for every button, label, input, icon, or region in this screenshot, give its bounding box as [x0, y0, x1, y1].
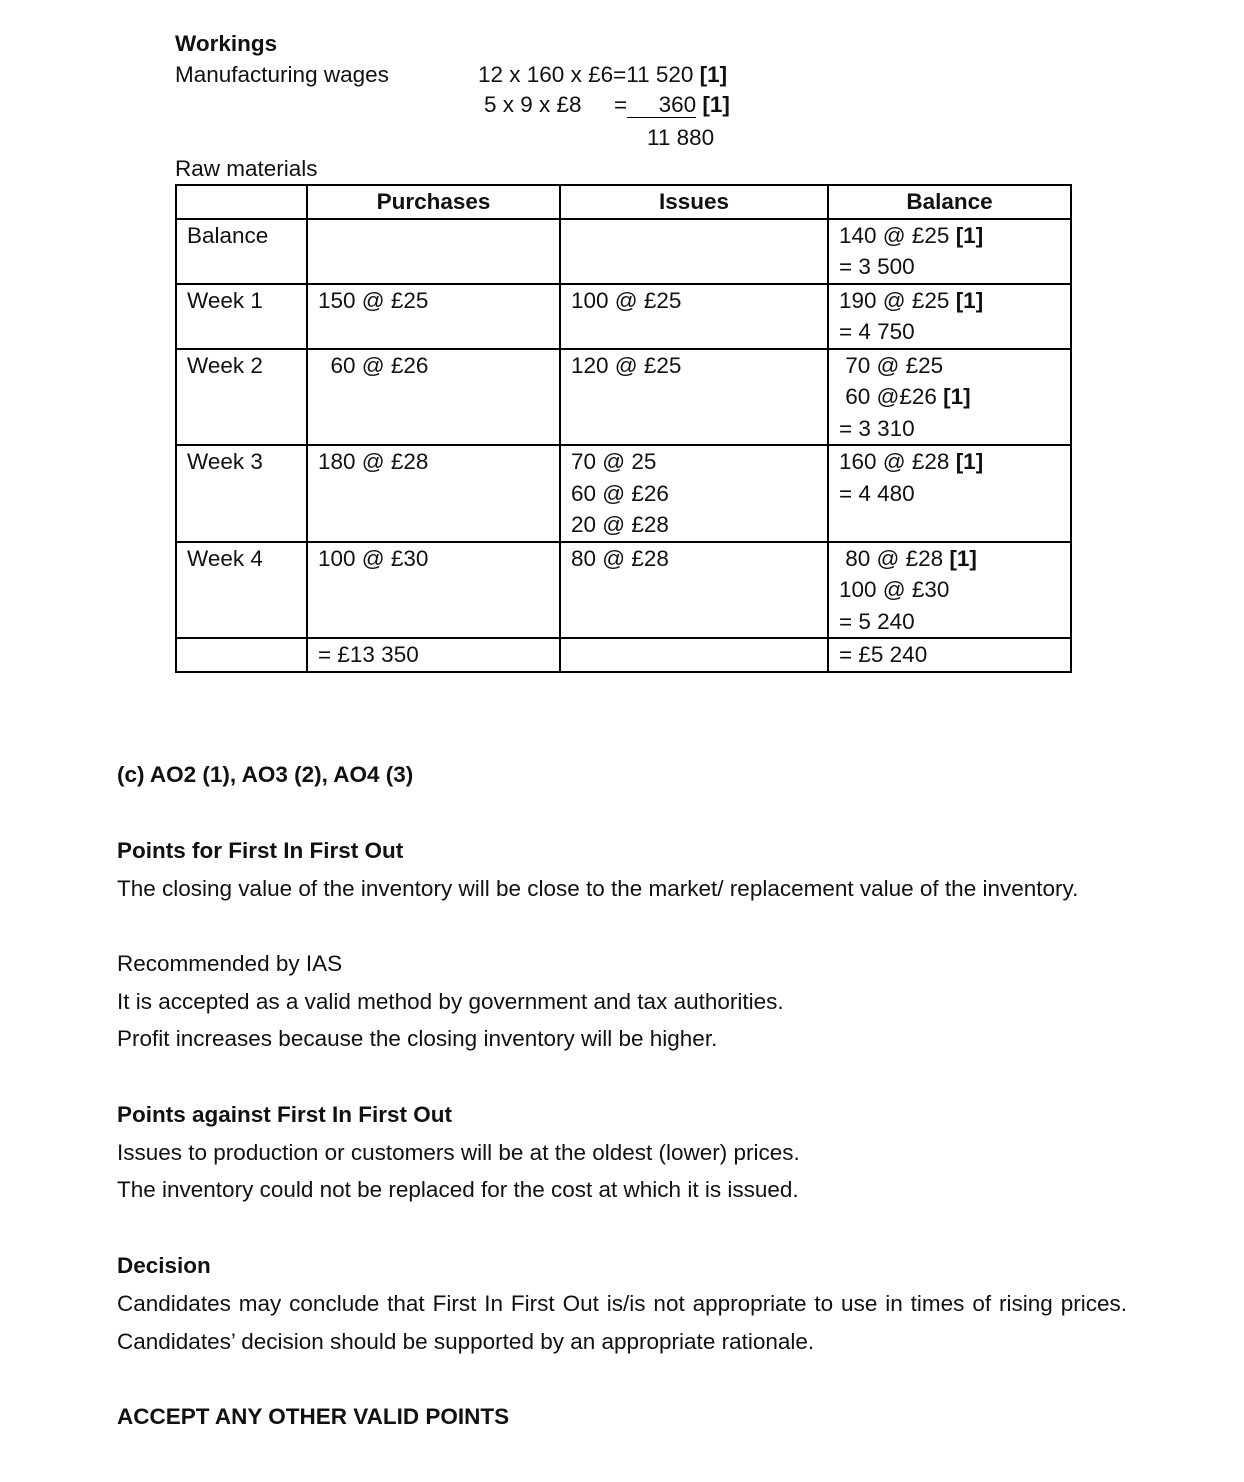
decision-text: Candidates may conclude that First In First Out is/is not appropriate to use in times of rising prices. Candidates’ decision should be supported by an appropriate rationale.: [117, 1291, 1127, 1354]
balance-line: [839, 446, 1060, 478]
cell-text: = 3 310: [839, 415, 915, 441]
table-row: [176, 219, 1071, 284]
for-point: It is accepted as a valid method by government and tax authorities.: [117, 989, 784, 1014]
cell-text: 70 @ £25: [839, 352, 944, 378]
cell-text: 100 @ £25: [571, 287, 682, 313]
for-point: The closing value of the inventory will be close to the market/ replacement value of the inventory.: [117, 876, 1079, 901]
issues-cell: [560, 542, 828, 639]
cell-text: = £13 350: [318, 642, 419, 667]
issues-cell: [560, 349, 828, 446]
issues-cell: [560, 219, 828, 284]
raw-materials-table: [175, 184, 1072, 673]
purchases-line: [318, 446, 549, 478]
workings-title: Workings: [175, 31, 278, 56]
balance-cell: [828, 542, 1071, 639]
issues-line: [571, 509, 817, 541]
row-label: [176, 638, 307, 672]
cell-text: 20 @ £28: [571, 512, 669, 537]
mark: [1]: [702, 92, 730, 117]
cell-text: = 4 480: [839, 480, 915, 506]
row-label: Week 3: [176, 445, 307, 542]
cell-text: 100 @ £30: [839, 577, 950, 602]
balance-cell: [828, 445, 1071, 542]
cell-text: 60 @ £26: [571, 480, 669, 506]
issues-line: [571, 285, 817, 317]
balance-line: [839, 543, 1060, 575]
header-blank: [176, 185, 307, 219]
purchases-line: [318, 350, 549, 382]
purchases-line: [318, 639, 549, 671]
balance-line: [839, 316, 1060, 348]
issues-cell: [560, 445, 828, 542]
row-label: Week 1: [176, 284, 307, 349]
table-row: [176, 638, 1071, 672]
cell-text: 120 @ £25: [571, 352, 682, 378]
balance-line: [839, 220, 1060, 252]
issues-line: [571, 446, 817, 478]
against-point: Issues to production or customers will be at the oldest (lower) prices.: [117, 1140, 800, 1165]
wages-calc-2: 5 x 9 x £8: [484, 92, 582, 117]
balance-line: [839, 478, 1060, 510]
cell-text: = 5 240: [839, 608, 915, 634]
purchases-cell: [307, 349, 560, 446]
issues-cell: [560, 638, 828, 672]
row-label: Balance: [176, 219, 307, 284]
for-point: Profit increases because the closing inventory will be higher.: [117, 1026, 718, 1051]
table-row: [176, 349, 1071, 446]
wages-line-2: [614, 90, 730, 120]
balance-cell: [828, 284, 1071, 349]
cell-text: 140 @ £25: [839, 222, 956, 248]
row-label: Week 4: [176, 542, 307, 639]
purchases-line: [318, 543, 549, 575]
mark: [1]: [949, 545, 977, 571]
purchases-cell: [307, 638, 560, 672]
table-row: [176, 445, 1071, 542]
header-balance: Balance: [828, 185, 1071, 219]
balance-line: [839, 251, 1060, 283]
for-point: Recommended by IAS: [117, 951, 343, 976]
purchases-cell: [307, 445, 560, 542]
equals: =: [614, 92, 628, 117]
table-header-row: [176, 185, 1071, 219]
cell-text: = 3 500: [839, 254, 915, 279]
part-c-heading: (c) AO2 (1), AO3 (2), AO4 (3): [117, 762, 414, 787]
issues-cell: [560, 284, 828, 349]
cell-text: 190 @ £25: [839, 287, 956, 313]
table-row: [176, 542, 1071, 639]
cell-text: 80 @ £28: [839, 545, 950, 571]
balance-line: [839, 606, 1060, 638]
purchases-cell: [307, 542, 560, 639]
issues-line: [571, 543, 817, 575]
wages-total: 11 880: [647, 125, 715, 150]
cell-text: 160 @ £28: [839, 449, 956, 474]
cell-text: 60 @£26: [839, 384, 944, 409]
header-issues: Issues: [560, 185, 828, 219]
wages-label: Manufacturing wages: [175, 62, 389, 87]
balance-line: [839, 350, 1060, 382]
balance-line: [839, 639, 1060, 671]
balance-cell: [828, 638, 1071, 672]
purchases-line: [318, 285, 549, 317]
raw-materials-label: Raw materials: [175, 156, 318, 181]
mark: [1]: [955, 222, 984, 248]
row-label: Week 2: [176, 349, 307, 446]
decision-heading: Decision: [117, 1253, 211, 1278]
purchases-cell: [307, 284, 560, 349]
purchases-cell: [307, 219, 560, 284]
wages-value-2: 360: [627, 93, 696, 118]
against-point: The inventory could not be replaced for the cost at which it is issued.: [117, 1177, 799, 1202]
wages-calc-1: 12 x 160 x £6=11 520: [478, 62, 694, 87]
wages-line-1: [478, 60, 727, 90]
cell-text: = 4 750: [839, 319, 915, 344]
balance-cell: [828, 219, 1071, 284]
cell-text: = £5 240: [839, 642, 928, 667]
against-heading: Points against First In First Out: [117, 1102, 453, 1127]
cell-text: 80 @ £28: [571, 545, 669, 571]
balance-line: [839, 574, 1060, 606]
mark: [1]: [955, 287, 984, 313]
cell-text: 150 @ £25: [318, 287, 429, 313]
header-purchases: Purchases: [307, 185, 560, 219]
mark: [1]: [955, 449, 984, 474]
issues-line: [571, 478, 817, 510]
table-row: [176, 284, 1071, 349]
balance-cell: [828, 349, 1071, 446]
cell-text: 70 @ 25: [571, 449, 657, 474]
cell-text: 180 @ £28: [318, 449, 429, 474]
accept-other-points: ACCEPT ANY OTHER VALID POINTS: [117, 1404, 510, 1429]
mark: [1]: [699, 62, 728, 87]
balance-line: [839, 381, 1060, 413]
balance-line: [839, 285, 1060, 317]
for-heading: Points for First In First Out: [117, 838, 404, 863]
mark: [1]: [943, 384, 971, 409]
balance-line: [839, 413, 1060, 445]
cell-text: 60 @ £26: [318, 352, 429, 378]
issues-line: [571, 350, 817, 382]
cell-text: 100 @ £30: [318, 545, 429, 571]
